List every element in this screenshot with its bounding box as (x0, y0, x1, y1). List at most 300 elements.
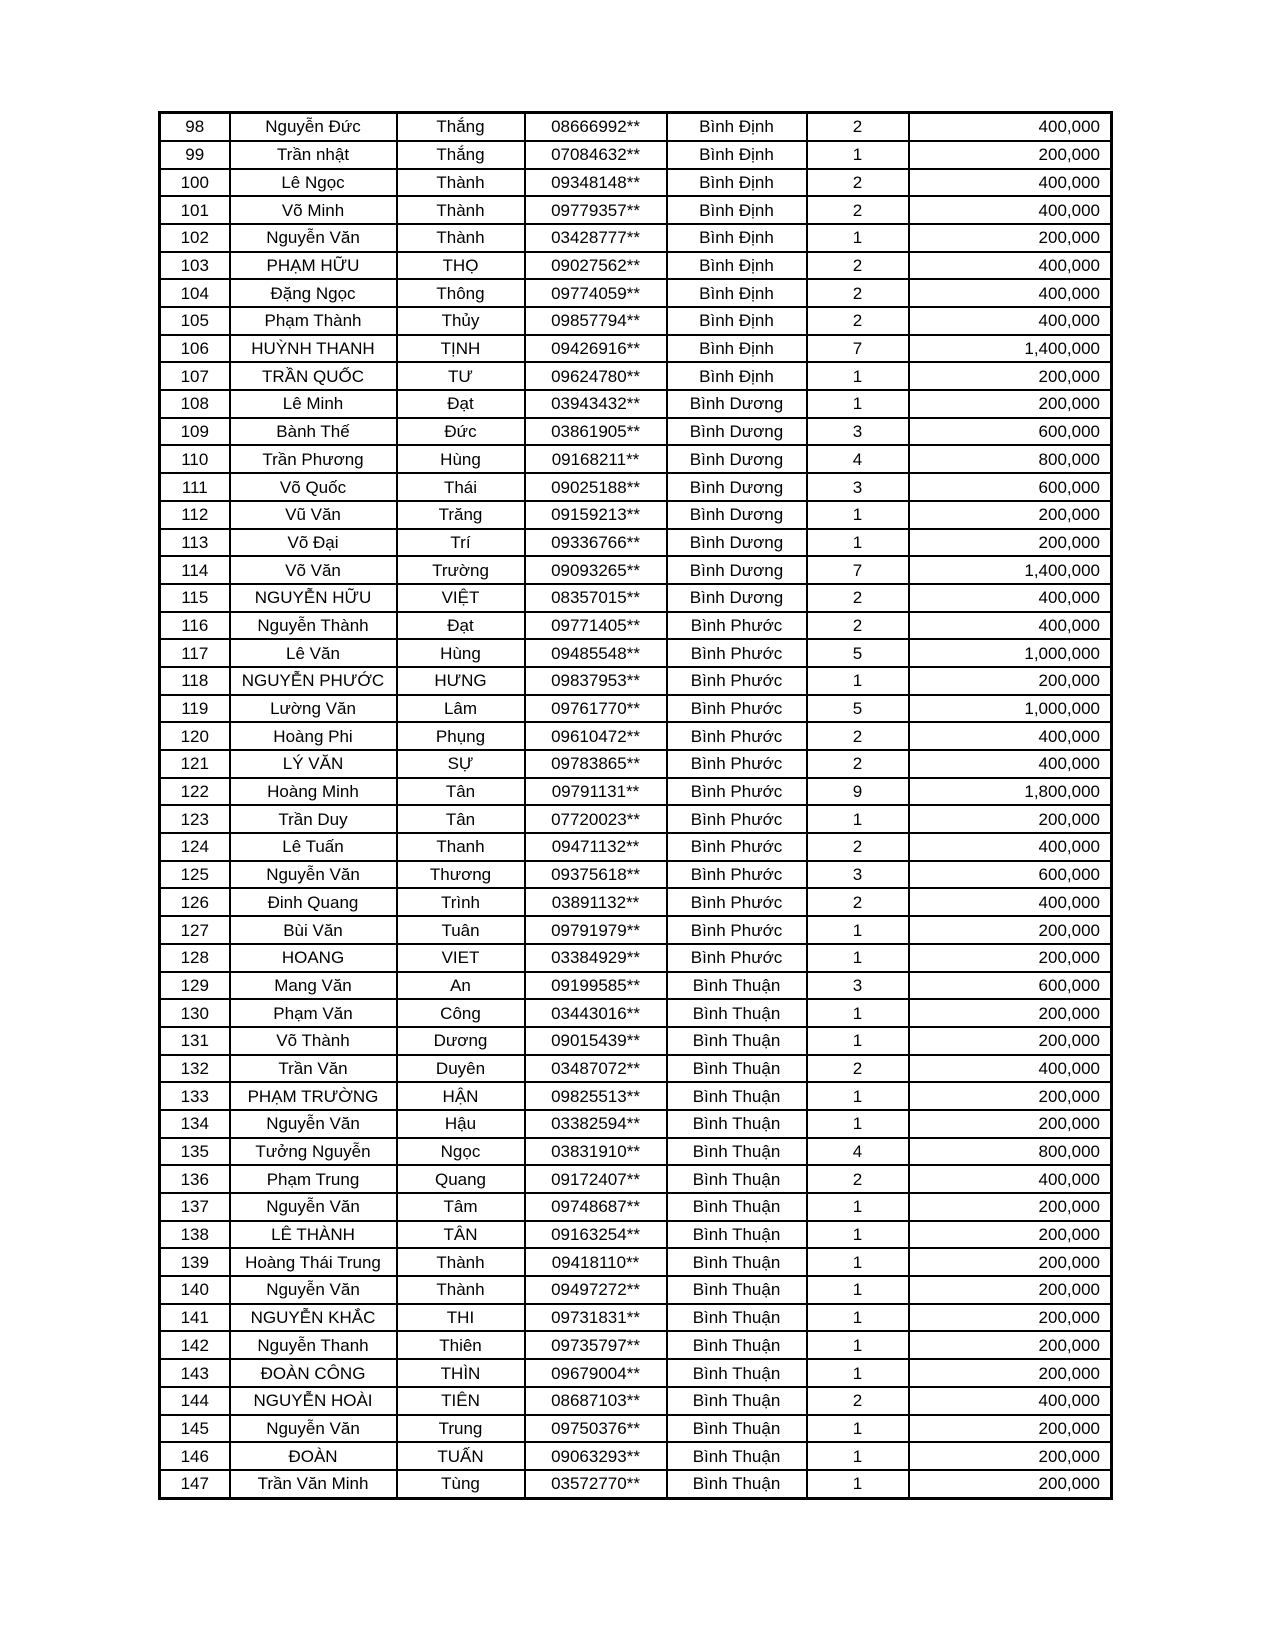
cell-last-name: Tuân (397, 916, 525, 944)
cell-amount: 200,000 (909, 1415, 1112, 1443)
cell-row-number: 101 (160, 196, 230, 224)
table-row (160, 335, 1112, 363)
cell-phone: 09761770** (525, 695, 667, 723)
cell-quantity: 1 (807, 529, 909, 557)
cell-phone: 09497272** (525, 1276, 667, 1304)
cell-phone: 09679004** (525, 1359, 667, 1387)
cell-last-name: Thành (397, 169, 525, 197)
table-row (160, 362, 1112, 390)
cell-quantity: 1 (807, 1110, 909, 1138)
cell-first-name: Nguyễn Văn (230, 1110, 397, 1138)
cell-phone: 09159213** (525, 501, 667, 529)
cell-first-name: Vũ Văn (230, 501, 397, 529)
cell-province: Bình Phước (667, 805, 807, 833)
cell-phone: 03861905** (525, 418, 667, 446)
cell-amount: 400,000 (909, 722, 1112, 750)
cell-phone: 03891132** (525, 888, 667, 916)
cell-amount: 400,000 (909, 1165, 1112, 1193)
cell-province: Bình Thuận (667, 1221, 807, 1249)
cell-province: Bình Phước (667, 695, 807, 723)
cell-row-number: 104 (160, 279, 230, 307)
cell-phone: 09779357** (525, 196, 667, 224)
roster-table (158, 111, 1113, 1500)
cell-last-name: TƯ (397, 362, 525, 390)
cell-last-name: Trăng (397, 501, 525, 529)
cell-province: Bình Dương (667, 445, 807, 473)
cell-province: Bình Thuận (667, 972, 807, 1000)
cell-first-name: Nguyễn Thanh (230, 1331, 397, 1359)
cell-province: Bình Thuận (667, 1331, 807, 1359)
cell-phone: 09063293** (525, 1442, 667, 1470)
cell-last-name: Tùng (397, 1470, 525, 1499)
cell-first-name: Nguyễn Văn (230, 1276, 397, 1304)
cell-province: Bình Thuận (667, 1415, 807, 1443)
cell-row-number: 124 (160, 833, 230, 861)
cell-first-name: Hoàng Phi (230, 722, 397, 750)
table-row (160, 169, 1112, 197)
cell-amount: 200,000 (909, 667, 1112, 695)
cell-amount: 1,400,000 (909, 335, 1112, 363)
table-row (160, 390, 1112, 418)
cell-phone: 08687103** (525, 1387, 667, 1415)
cell-phone: 07720023** (525, 805, 667, 833)
table-row (160, 1055, 1112, 1083)
table-row (160, 722, 1112, 750)
cell-phone: 08357015** (525, 584, 667, 612)
cell-quantity: 3 (807, 418, 909, 446)
table-row (160, 1138, 1112, 1166)
cell-province: Bình Thuận (667, 999, 807, 1027)
cell-row-number: 107 (160, 362, 230, 390)
cell-quantity: 1 (807, 1470, 909, 1499)
cell-province: Bình Thuận (667, 1387, 807, 1415)
cell-province: Bình Định (667, 335, 807, 363)
cell-last-name: An (397, 972, 525, 1000)
cell-amount: 400,000 (909, 279, 1112, 307)
cell-row-number: 133 (160, 1082, 230, 1110)
cell-phone: 03382594** (525, 1110, 667, 1138)
cell-province: Bình Thuận (667, 1248, 807, 1276)
cell-quantity: 1 (807, 1027, 909, 1055)
table-row (160, 1221, 1112, 1249)
cell-province: Bình Định (667, 169, 807, 197)
table-row (160, 1304, 1112, 1332)
cell-province: Bình Phước (667, 916, 807, 944)
cell-amount: 1,000,000 (909, 695, 1112, 723)
cell-first-name: NGUYỄN HOÀI (230, 1387, 397, 1415)
cell-phone: 08666992** (525, 113, 667, 141)
cell-province: Bình Phước (667, 778, 807, 806)
cell-phone: 09168211** (525, 445, 667, 473)
cell-amount: 400,000 (909, 252, 1112, 280)
cell-last-name: Tâm (397, 1193, 525, 1221)
cell-last-name: Đạt (397, 612, 525, 640)
cell-first-name: Trần nhật (230, 141, 397, 169)
table-row (160, 1442, 1112, 1470)
cell-amount: 200,000 (909, 141, 1112, 169)
cell-amount: 200,000 (909, 1193, 1112, 1221)
cell-province: Bình Định (667, 141, 807, 169)
cell-last-name: Thắng (397, 141, 525, 169)
cell-quantity: 2 (807, 612, 909, 640)
cell-phone: 09025188** (525, 473, 667, 501)
cell-quantity: 1 (807, 1193, 909, 1221)
cell-last-name: Tân (397, 778, 525, 806)
cell-phone: 09485548** (525, 639, 667, 667)
cell-province: Bình Phước (667, 888, 807, 916)
table-row (160, 501, 1112, 529)
cell-province: Bình Định (667, 362, 807, 390)
cell-province: Bình Phước (667, 944, 807, 972)
cell-last-name: Công (397, 999, 525, 1027)
cell-quantity: 5 (807, 639, 909, 667)
cell-quantity: 1 (807, 999, 909, 1027)
cell-first-name: Trần Văn Minh (230, 1470, 397, 1499)
cell-amount: 200,000 (909, 501, 1112, 529)
cell-phone: 09825513** (525, 1082, 667, 1110)
cell-row-number: 113 (160, 529, 230, 557)
cell-phone: 03428777** (525, 224, 667, 252)
cell-row-number: 132 (160, 1055, 230, 1083)
cell-first-name: Hoàng Minh (230, 778, 397, 806)
table-row (160, 750, 1112, 778)
cell-row-number: 109 (160, 418, 230, 446)
cell-phone: 09348148** (525, 169, 667, 197)
cell-phone: 09199585** (525, 972, 667, 1000)
cell-row-number: 130 (160, 999, 230, 1027)
cell-amount: 400,000 (909, 113, 1112, 141)
cell-row-number: 125 (160, 861, 230, 889)
cell-row-number: 114 (160, 556, 230, 584)
cell-quantity: 3 (807, 972, 909, 1000)
cell-phone: 03831910** (525, 1138, 667, 1166)
cell-row-number: 141 (160, 1304, 230, 1332)
cell-row-number: 137 (160, 1193, 230, 1221)
cell-first-name: Đặng Ngọc (230, 279, 397, 307)
cell-last-name: TỊNH (397, 335, 525, 363)
cell-quantity: 2 (807, 584, 909, 612)
cell-last-name: Dương (397, 1027, 525, 1055)
cell-last-name: Thái (397, 473, 525, 501)
cell-province: Bình Thuận (667, 1470, 807, 1499)
cell-last-name: VIỆT (397, 584, 525, 612)
cell-row-number: 108 (160, 390, 230, 418)
cell-amount: 600,000 (909, 861, 1112, 889)
cell-amount: 200,000 (909, 1470, 1112, 1499)
cell-quantity: 1 (807, 1276, 909, 1304)
cell-phone: 09426916** (525, 335, 667, 363)
cell-province: Bình Thuận (667, 1165, 807, 1193)
cell-amount: 200,000 (909, 1331, 1112, 1359)
table-row (160, 1331, 1112, 1359)
cell-first-name: TRẦN QUỐC (230, 362, 397, 390)
cell-amount: 400,000 (909, 307, 1112, 335)
table-row (160, 999, 1112, 1027)
cell-amount: 200,000 (909, 1276, 1112, 1304)
cell-first-name: Võ Văn (230, 556, 397, 584)
cell-last-name: Thành (397, 224, 525, 252)
cell-quantity: 3 (807, 861, 909, 889)
table-row (160, 307, 1112, 335)
table-row (160, 1276, 1112, 1304)
cell-quantity: 2 (807, 307, 909, 335)
cell-last-name: Thanh (397, 833, 525, 861)
cell-quantity: 1 (807, 1442, 909, 1470)
cell-amount: 200,000 (909, 999, 1112, 1027)
cell-first-name: HOANG (230, 944, 397, 972)
cell-row-number: 144 (160, 1387, 230, 1415)
cell-amount: 1,000,000 (909, 639, 1112, 667)
cell-first-name: Phạm Trung (230, 1165, 397, 1193)
table-row (160, 279, 1112, 307)
cell-last-name: Thủy (397, 307, 525, 335)
cell-quantity: 1 (807, 1331, 909, 1359)
table-row (160, 833, 1112, 861)
cell-quantity: 1 (807, 916, 909, 944)
table-row (160, 1193, 1112, 1221)
cell-last-name: SỰ (397, 750, 525, 778)
cell-last-name: Hậu (397, 1110, 525, 1138)
cell-amount: 200,000 (909, 1442, 1112, 1470)
cell-last-name: Hùng (397, 639, 525, 667)
cell-phone: 03443016** (525, 999, 667, 1027)
cell-row-number: 134 (160, 1110, 230, 1138)
cell-first-name: Mang Văn (230, 972, 397, 1000)
cell-quantity: 4 (807, 1138, 909, 1166)
cell-province: Bình Phước (667, 861, 807, 889)
cell-phone: 09163254** (525, 1221, 667, 1249)
cell-quantity: 1 (807, 1248, 909, 1276)
cell-province: Bình Thuận (667, 1027, 807, 1055)
table-row (160, 445, 1112, 473)
cell-first-name: Trần Phương (230, 445, 397, 473)
cell-last-name: Đức (397, 418, 525, 446)
cell-quantity: 2 (807, 1387, 909, 1415)
table-row (160, 252, 1112, 280)
table-row (160, 778, 1112, 806)
cell-row-number: 99 (160, 141, 230, 169)
cell-first-name: Bùi Văn (230, 916, 397, 944)
cell-quantity: 2 (807, 279, 909, 307)
cell-phone: 09610472** (525, 722, 667, 750)
table-row (160, 1415, 1112, 1443)
cell-province: Bình Phước (667, 667, 807, 695)
cell-last-name: TIÊN (397, 1387, 525, 1415)
cell-row-number: 123 (160, 805, 230, 833)
cell-last-name: Thắng (397, 113, 525, 141)
cell-quantity: 2 (807, 722, 909, 750)
cell-row-number: 106 (160, 335, 230, 363)
cell-amount: 200,000 (909, 1110, 1112, 1138)
cell-province: Bình Định (667, 279, 807, 307)
cell-row-number: 102 (160, 224, 230, 252)
cell-first-name: Nguyễn Đức (230, 113, 397, 141)
cell-first-name: ĐOÀN (230, 1442, 397, 1470)
cell-quantity: 7 (807, 556, 909, 584)
cell-quantity: 2 (807, 113, 909, 141)
cell-amount: 200,000 (909, 1082, 1112, 1110)
cell-first-name: Lường Văn (230, 695, 397, 723)
cell-row-number: 136 (160, 1165, 230, 1193)
cell-amount: 400,000 (909, 612, 1112, 640)
cell-last-name: TÂN (397, 1221, 525, 1249)
cell-phone: 03384929** (525, 944, 667, 972)
cell-first-name: Hoàng Thái Trung (230, 1248, 397, 1276)
table-row (160, 612, 1112, 640)
cell-province: Bình Thuận (667, 1276, 807, 1304)
cell-row-number: 103 (160, 252, 230, 280)
table-row (160, 418, 1112, 446)
cell-first-name: Trần Văn (230, 1055, 397, 1083)
cell-phone: 03487072** (525, 1055, 667, 1083)
cell-last-name: Thông (397, 279, 525, 307)
table-row (160, 888, 1112, 916)
cell-row-number: 118 (160, 667, 230, 695)
cell-first-name: ĐOÀN CÔNG (230, 1359, 397, 1387)
cell-quantity: 5 (807, 695, 909, 723)
cell-first-name: Lê Tuấn (230, 833, 397, 861)
table-row (160, 1359, 1112, 1387)
cell-amount: 200,000 (909, 224, 1112, 252)
cell-amount: 200,000 (909, 1221, 1112, 1249)
cell-last-name: Trung (397, 1415, 525, 1443)
cell-first-name: NGUYỄN PHƯỚC (230, 667, 397, 695)
cell-phone: 03572770** (525, 1470, 667, 1499)
cell-row-number: 117 (160, 639, 230, 667)
cell-province: Bình Phước (667, 722, 807, 750)
table-row (160, 584, 1112, 612)
cell-last-name: Đạt (397, 390, 525, 418)
cell-row-number: 139 (160, 1248, 230, 1276)
table-row (160, 141, 1112, 169)
table-row (160, 695, 1112, 723)
cell-amount: 800,000 (909, 1138, 1112, 1166)
cell-row-number: 105 (160, 307, 230, 335)
cell-first-name: Tưởng Nguyễn (230, 1138, 397, 1166)
cell-amount: 400,000 (909, 196, 1112, 224)
cell-first-name: NGUYỄN KHẮC (230, 1304, 397, 1332)
cell-first-name: Nguyễn Văn (230, 1193, 397, 1221)
table-row (160, 473, 1112, 501)
cell-quantity: 2 (807, 888, 909, 916)
cell-amount: 200,000 (909, 805, 1112, 833)
table-row (160, 196, 1112, 224)
cell-quantity: 2 (807, 1055, 909, 1083)
table-row (160, 1082, 1112, 1110)
table-row (160, 861, 1112, 889)
cell-phone: 07084632** (525, 141, 667, 169)
cell-province: Bình Phước (667, 750, 807, 778)
cell-last-name: Duyên (397, 1055, 525, 1083)
table-row (160, 529, 1112, 557)
cell-quantity: 1 (807, 390, 909, 418)
cell-phone: 09774059** (525, 279, 667, 307)
cell-first-name: Lê Ngọc (230, 169, 397, 197)
cell-quantity: 1 (807, 1304, 909, 1332)
cell-row-number: 111 (160, 473, 230, 501)
cell-row-number: 126 (160, 888, 230, 916)
cell-row-number: 100 (160, 169, 230, 197)
cell-last-name: THI (397, 1304, 525, 1332)
cell-phone: 09783865** (525, 750, 667, 778)
cell-quantity: 1 (807, 667, 909, 695)
table-row (160, 1165, 1112, 1193)
cell-phone: 09731831** (525, 1304, 667, 1332)
cell-quantity: 2 (807, 169, 909, 197)
cell-last-name: Hùng (397, 445, 525, 473)
cell-last-name: HƯNG (397, 667, 525, 695)
table-row (160, 972, 1112, 1000)
cell-row-number: 146 (160, 1442, 230, 1470)
cell-row-number: 142 (160, 1331, 230, 1359)
cell-last-name: THỌ (397, 252, 525, 280)
cell-quantity: 2 (807, 1165, 909, 1193)
cell-phone: 09791131** (525, 778, 667, 806)
cell-phone: 09735797** (525, 1331, 667, 1359)
cell-row-number: 140 (160, 1276, 230, 1304)
table-row (160, 1110, 1112, 1138)
cell-last-name: Tân (397, 805, 525, 833)
cell-amount: 200,000 (909, 1304, 1112, 1332)
cell-quantity: 1 (807, 224, 909, 252)
cell-row-number: 138 (160, 1221, 230, 1249)
cell-last-name: Trí (397, 529, 525, 557)
cell-amount: 600,000 (909, 418, 1112, 446)
cell-last-name: THÌN (397, 1359, 525, 1387)
cell-province: Bình Dương (667, 418, 807, 446)
cell-first-name: Nguyễn Văn (230, 861, 397, 889)
cell-quantity: 1 (807, 1221, 909, 1249)
cell-first-name: LÊ THÀNH (230, 1221, 397, 1249)
cell-province: Bình Dương (667, 556, 807, 584)
cell-first-name: Võ Minh (230, 196, 397, 224)
cell-amount: 800,000 (909, 445, 1112, 473)
cell-province: Bình Thuận (667, 1304, 807, 1332)
cell-first-name: Võ Đại (230, 529, 397, 557)
cell-quantity: 9 (807, 778, 909, 806)
cell-province: Bình Phước (667, 612, 807, 640)
cell-province: Bình Định (667, 224, 807, 252)
cell-province: Bình Dương (667, 390, 807, 418)
cell-row-number: 115 (160, 584, 230, 612)
cell-province: Bình Phước (667, 639, 807, 667)
cell-last-name: Ngọc (397, 1138, 525, 1166)
table-row (160, 1470, 1112, 1499)
cell-amount: 600,000 (909, 473, 1112, 501)
cell-last-name: Thương (397, 861, 525, 889)
cell-phone: 09336766** (525, 529, 667, 557)
table-row (160, 1248, 1112, 1276)
cell-amount: 200,000 (909, 916, 1112, 944)
cell-province: Bình Thuận (667, 1138, 807, 1166)
cell-phone: 09771405** (525, 612, 667, 640)
cell-row-number: 116 (160, 612, 230, 640)
table-row (160, 224, 1112, 252)
cell-last-name: Phụng (397, 722, 525, 750)
cell-row-number: 129 (160, 972, 230, 1000)
cell-first-name: Nguyễn Văn (230, 1415, 397, 1443)
cell-phone: 09418110** (525, 1248, 667, 1276)
cell-province: Bình Dương (667, 584, 807, 612)
cell-province: Bình Thuận (667, 1442, 807, 1470)
cell-first-name: PHẠM HỮU (230, 252, 397, 280)
cell-phone: 09624780** (525, 362, 667, 390)
table-row (160, 667, 1112, 695)
cell-phone: 09375618** (525, 861, 667, 889)
cell-amount: 200,000 (909, 944, 1112, 972)
cell-last-name: Trường (397, 556, 525, 584)
cell-first-name: Nguyễn Thành (230, 612, 397, 640)
